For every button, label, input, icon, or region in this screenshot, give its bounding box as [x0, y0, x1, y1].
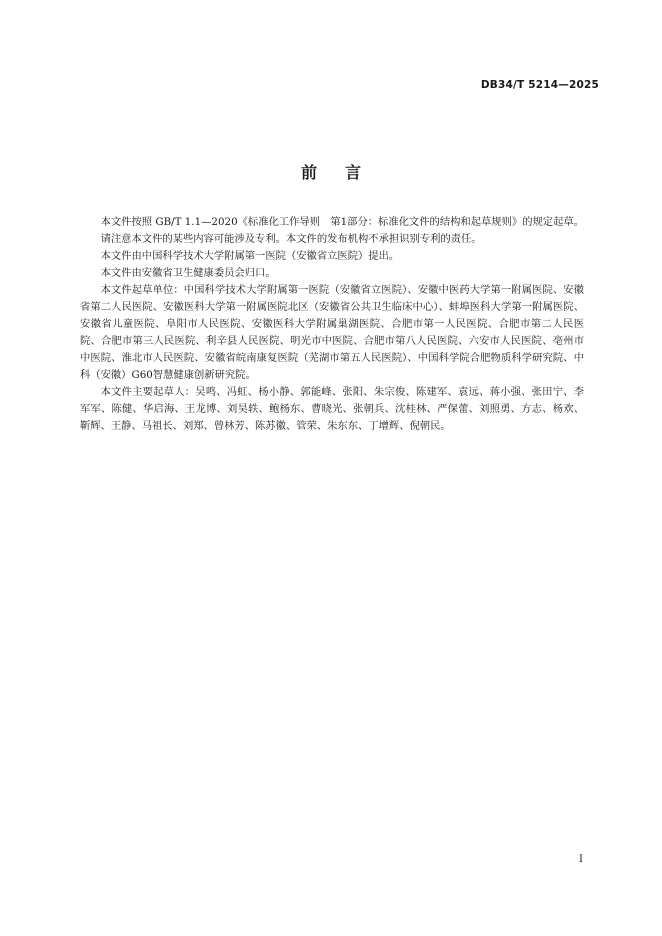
page-number: I — [579, 854, 583, 865]
foreword-body — [80, 214, 584, 435]
paragraph-drafting-units: 本文件起草单位：中国科学技术大学附属第一医院（安徽省立医院）、安徽中医药大学第一附属医院、安徽省第二人民医院、安徽医科大学第一附属医院北区（安徽省公共卫生临床中心）、蚌埠医科大学第一附属医院、安徽省儿童医院、阜阳市人民医院、安徽医科大学附属巢湖医院、合肥市第一人民医院、合肥市第二人民医院、合肥市第三人民医院、利辛县人民医院、明光市中医院、合肥市第八人民医院、六安市人民医院、亳州市中医院、淮北市人民医院、安徽省皖南康复医院（芜湖市第五人民医院）、中国科学院合肥物质科学研究院、中科（安徽）G60智慧健康创新研究院。 — [80, 284, 584, 381]
paragraph-drafting-rules: 本文件按照 GB/T 1.1—2020《标准化工作导则 第1部分：标准化文件的结构和起草规则》的规定起草。 — [100, 216, 584, 228]
section-title: 前言 — [300, 163, 389, 182]
document-code: DB34/T 5214—2025 — [480, 79, 599, 91]
paragraph-drafters: 本文件主要起草人：吴鸣、冯虹、杨小静、郭能峰、张阳、朱宗俊、陈建军、袁远、蒋小强、张田宁、李军军、陈健、华启海、王龙博、刘昊轶、鲍杨东、曹晓光、张朝兵、沈桂林、严保蕾、刘照勇、方志、杨欢、靳辉、王静、马祖长、刘郑、曾林芳、陈苏徽、管荣、朱东东、丁增辉、倪朝民。 — [80, 386, 584, 432]
paragraph-proposer: 本文件由中国科学技术大学附属第一医院（安徽省立医院）提出。 — [100, 250, 400, 262]
paragraph-patent-notice: 请注意本文件的某些内容可能涉及专利。本文件的发布机构不承担识别专利的责任。 — [100, 233, 482, 245]
paragraph-administrator: 本文件由安徽省卫生健康委员会归口。 — [100, 267, 276, 279]
